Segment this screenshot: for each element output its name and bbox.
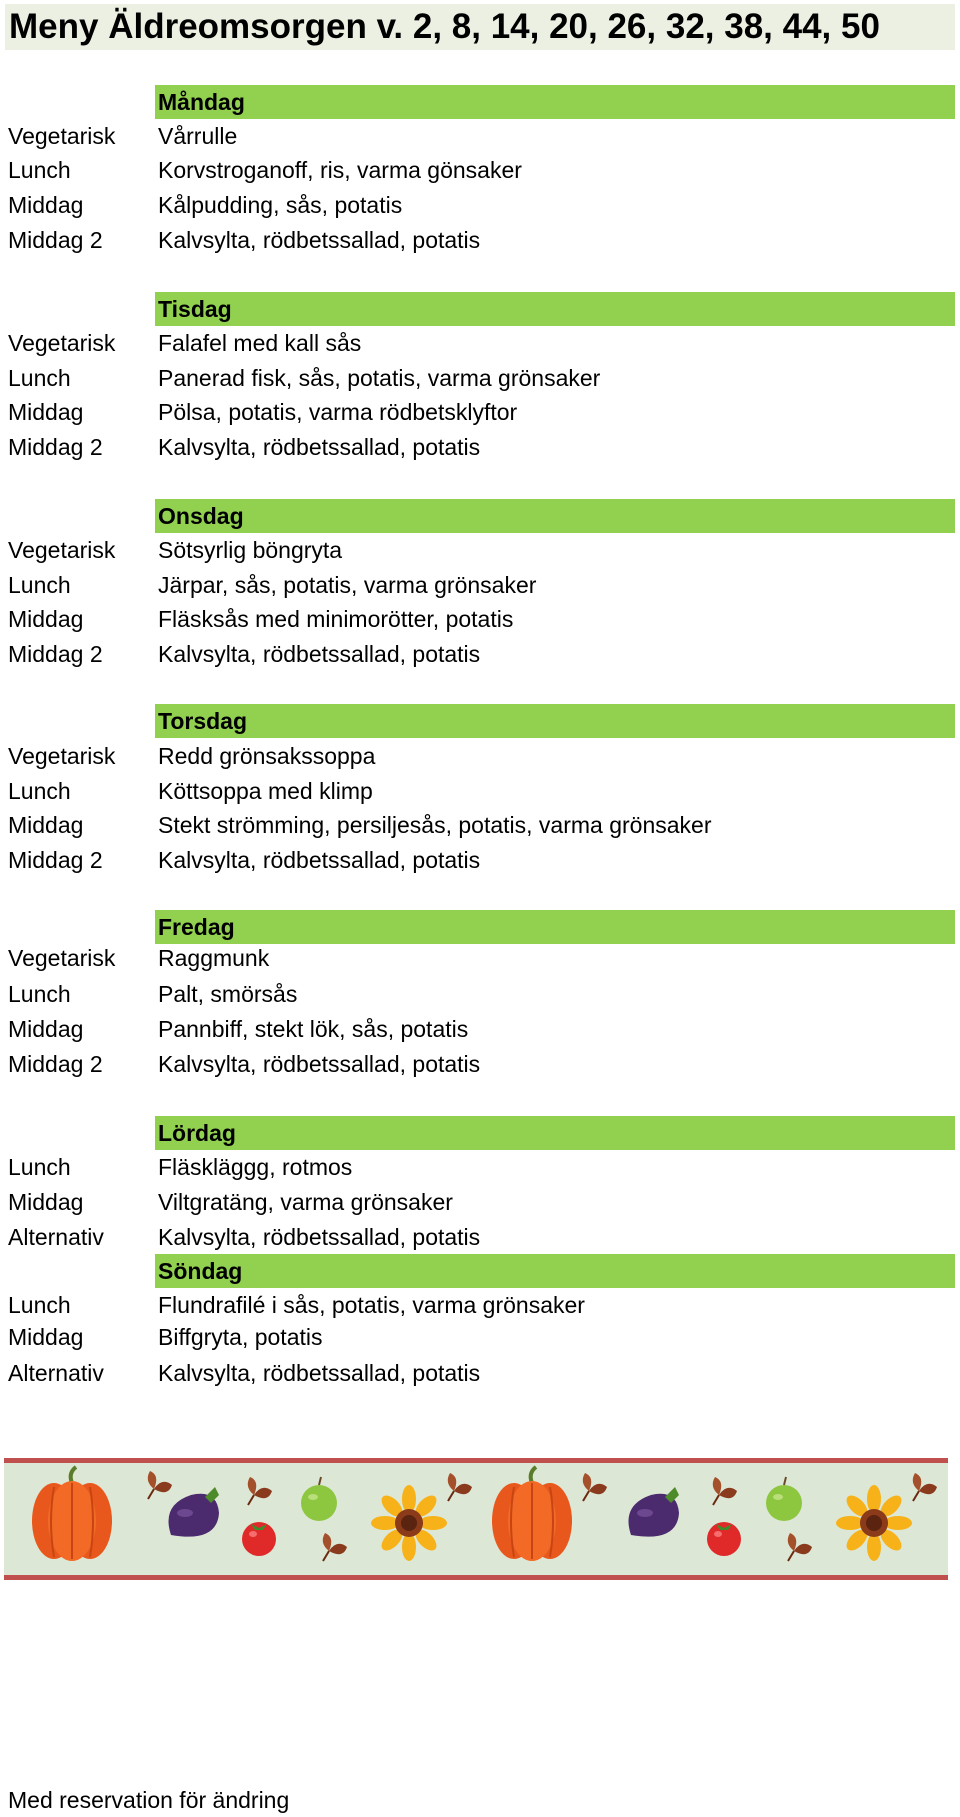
day-header-mandag: Måndag <box>155 85 955 119</box>
meal-dish: Kalvsylta, rödbetssallad, potatis <box>158 1051 481 1077</box>
meal-label: Lunch <box>8 1154 71 1180</box>
meal-dish: Järpar, sås, potatis, varma grönsaker <box>158 572 537 598</box>
meal-label: Lunch <box>8 1292 71 1318</box>
meal-label: Middag <box>8 1189 84 1215</box>
meal-dish: Köttsoppa med klimp <box>158 778 373 804</box>
meal-dish: Panerad fisk, sås, potatis, varma grönsaker <box>158 365 601 391</box>
day-header-sondag: Söndag <box>155 1254 955 1288</box>
meal-label: Middag 2 <box>8 227 103 253</box>
meal-label: Middag 2 <box>8 434 103 460</box>
meal-label: Middag <box>8 812 84 838</box>
meal-label: Middag <box>8 192 84 218</box>
meal-label: Middag <box>8 1324 84 1350</box>
meal-label: Vegetarisk <box>8 945 116 971</box>
vegetable-banner <box>4 1458 948 1580</box>
meal-label: Vegetarisk <box>8 330 116 356</box>
meal-label: Middag 2 <box>8 1051 103 1077</box>
page-title: Meny Äldreomsorgen v. 2, 8, 14, 20, 26, 32, 38, 44, 50 <box>5 4 955 50</box>
meal-dish: Biffgryta, potatis <box>158 1324 323 1350</box>
meal-label: Lunch <box>8 981 71 1007</box>
meal-label: Alternativ <box>8 1360 104 1386</box>
meal-label: Middag <box>8 1016 84 1042</box>
meal-dish: Flundrafilé i sås, potatis, varma grönsaker <box>158 1292 585 1318</box>
vegetable-illustration <box>4 1463 948 1575</box>
meal-dish: Fläskläggg, rotmos <box>158 1154 353 1180</box>
meal-label: Vegetarisk <box>8 123 116 149</box>
meal-dish: Kalvsylta, rödbetssallad, potatis <box>158 641 481 667</box>
meal-label: Middag <box>8 399 84 425</box>
day-header-torsdag: Torsdag <box>155 704 955 738</box>
meal-label: Lunch <box>8 157 71 183</box>
meal-dish: Raggmunk <box>158 945 270 971</box>
meal-dish: Kålpudding, sås, potatis <box>158 192 403 218</box>
meal-dish: Kalvsylta, rödbetssallad, potatis <box>158 1224 481 1250</box>
meal-label: Lunch <box>8 572 71 598</box>
meal-dish: Kalvsylta, rödbetssallad, potatis <box>158 434 481 460</box>
meal-dish: Stekt strömming, persiljesås, potatis, varma grönsaker <box>158 812 712 838</box>
day-header-tisdag: Tisdag <box>155 292 955 326</box>
meal-dish: Viltgratäng, varma grönsaker <box>158 1189 453 1215</box>
meal-dish: Kalvsylta, rödbetssallad, potatis <box>158 227 481 253</box>
meal-dish: Redd grönsakssoppa <box>158 743 376 769</box>
meal-dish: Falafel med kall sås <box>158 330 362 356</box>
meal-dish: Sötsyrlig böngryta <box>158 537 343 563</box>
meal-label: Alternativ <box>8 1224 104 1250</box>
meal-dish: Vårrulle <box>158 123 238 149</box>
day-header-fredag: Fredag <box>155 910 955 944</box>
meal-dish: Palt, smörsås <box>158 981 298 1007</box>
meal-label: Vegetarisk <box>8 743 116 769</box>
meal-label: Middag 2 <box>8 847 103 873</box>
meal-dish: Pannbiff, stekt lök, sås, potatis <box>158 1016 469 1042</box>
meal-dish: Pölsa, potatis, varma rödbetsklyftor <box>158 399 518 425</box>
meal-label: Middag <box>8 606 84 632</box>
meal-dish: Korvstroganoff, ris, varma gönsaker <box>158 157 522 183</box>
meal-label: Lunch <box>8 778 71 804</box>
meal-label: Lunch <box>8 365 71 391</box>
meal-dish: Kalvsylta, rödbetssallad, potatis <box>158 1360 481 1386</box>
meal-label: Middag 2 <box>8 641 103 667</box>
day-header-onsdag: Onsdag <box>155 499 955 533</box>
meal-dish: Kalvsylta, rödbetssallad, potatis <box>158 847 481 873</box>
day-header-lordag: Lördag <box>155 1116 955 1150</box>
meal-dish: Fläsksås med minimorötter, potatis <box>158 606 514 632</box>
meal-label: Vegetarisk <box>8 537 116 563</box>
footer-disclaimer: Med reservation för ändring <box>8 1787 290 1813</box>
